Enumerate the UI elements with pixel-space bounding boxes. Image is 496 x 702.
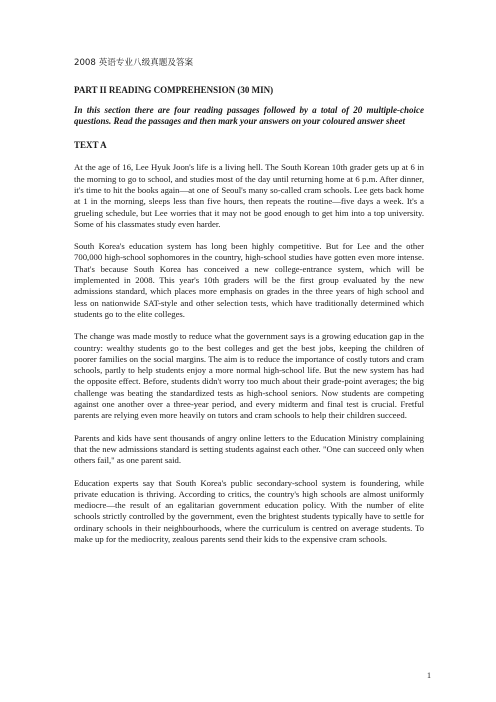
document-title: 2008 英语专业八级真题及答案 (74, 58, 194, 68)
passage-paragraph: Education experts say that South Korea's public secondary-school system is foundering, while private education is thriving. According to critics, the country's high schools are almost uniformly mediocre—the result of an egalitarian government education policy. With the number of elite schools strictly controlled by the government, even the brightest students typically have to settle for ordinary schools in their neighbourhoods, where the curriculum is centred on average students. To make up for the mediocrity, zealous parents send their kids to the expensive cram schools. (74, 477, 424, 545)
document-page (74, 58, 424, 556)
passage-label: TEXT A (74, 140, 107, 151)
passage-paragraph: At the age of 16, Lee Hyuk Joon's life is a living hell. The South Korean 10th grader gets up at 6 in the morning to go to school, and studies most of the day until returning home at 6 p.m. After dinner, it's time to hit the books again—at one of Seoul's many so-called cram schools. Lee gets back home at 1 in the morning, sleeps less than five hours, then repeats the routine—five days a week. It's a grueling schedule, but Lee worries that it may not be good enough to get him into a top university. Some of his classmates study even harder. (74, 162, 424, 229)
passage-paragraph: South Korea's education system has long been highly competitive. But for Lee and the other 700,000 high-school sophomores in the country, high-school studies have gotten even more intense. That's because South Korea has conceived a new college-entrance system, which will be implemented in 2008. This year's 10th graders will be the first group evaluated by the new admissions standard, which places more emphasis on grades in the three years of high school and less on nationwide SAT-style and other selection tests, which have traditionally determined which students go to the elite colleges. (74, 241, 424, 319)
section-instructions: In this section there are four reading passages followed by a total of 20 multiple-choice questions. Read the passages and then mark your answers on your coloured answer sheet (74, 105, 424, 127)
section-heading: PART II READING COMPREHENSION (30 MIN) (74, 85, 274, 95)
passage-paragraph: The change was made mostly to reduce what the government says is a growing education gap in the country: wealthy students go to the best colleges and get the best jobs, keeping the children of poorer families on the social margins. The aim is to reduce the importance of costly tutors and cram schools, partly to help students enjoy a more normal high-school life. But the new system has had the opposite effect. Before, students didn't worry too much about their grade-point averages; the big challenge was beating the standardized tests as high-school seniors. Now students are competing against one another over a three-year period, and every midterm and final test is crucial. Fretful parents are relying even more heavily on tutors and cram schools to help their children succeed. (74, 331, 424, 421)
passage-paragraph: Parents and kids have sent thousands of angry online letters to the Education Ministry complaining that the new admissions standard is setting students against each other. "One can succeed only when others fail," as one parent said. (74, 432, 424, 466)
page-number: 1 (427, 671, 431, 680)
